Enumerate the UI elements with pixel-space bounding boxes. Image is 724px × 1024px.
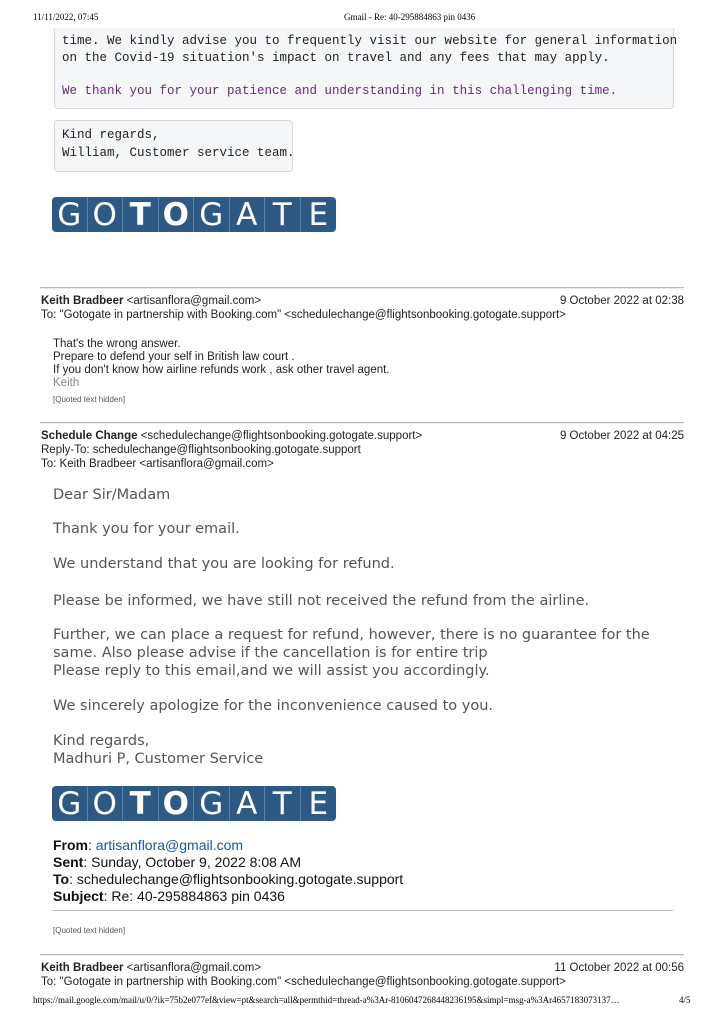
quoted-text-hidden[interactable]: [Quoted text hidden] (53, 926, 126, 935)
message-closing: Kind regards, (53, 733, 150, 749)
print-datetime: 11/11/2022, 07:45 (33, 12, 99, 22)
sender-email[interactable]: <artisanflora@gmail.com> (126, 962, 262, 974)
logo-letter: T (123, 197, 159, 232)
message-greeting: Dear Sir/Madam (53, 487, 171, 503)
message-reply-to: Reply-To: schedulechange@flightsonbooking.gotogate.support (41, 444, 361, 456)
message-date: 11 October 2022 at 00:56 (554, 962, 684, 974)
message-paragraph: same. Also please advise if the cancellation is for entire trip (53, 645, 488, 661)
message-date: 9 October 2022 at 02:38 (559, 295, 684, 307)
logo-letter: G (194, 786, 230, 821)
message-paragraph: Please be informed, we have still not received the refund from the airline. (53, 593, 590, 609)
quoted-line-2: on the Covid-19 situation's impact on travel and any fees that may apply. (62, 51, 610, 65)
logo-letter: O (159, 197, 195, 232)
message-closing: Madhuri P, Customer Service (53, 751, 264, 767)
message-header-from (41, 295, 261, 307)
logo-letter: E (301, 786, 337, 821)
message-signature: Keith (53, 377, 80, 389)
logo-letter: E (301, 197, 337, 232)
sender-name[interactable]: Keith Bradbeer (41, 962, 124, 974)
message-paragraph: We understand that you are looking for refund. (53, 556, 395, 572)
logo-letter: T (265, 786, 301, 821)
message-to: To: "Gotogate in partnership with Booking.com" <schedulechange@flightsonbooking.gotogate.support> (41, 976, 566, 988)
forward-subject-label: Subject (53, 888, 104, 904)
forward-subject-value: Re: 40-295884863 pin 0436 (111, 888, 285, 904)
forward-subject: Subject: Re: 40-295884863 pin 0436 (53, 888, 285, 904)
gotogate-logo (52, 197, 336, 232)
message-paragraph: Thank you for your email. (53, 521, 240, 537)
print-title: Gmail - Re: 40-295884863 pin 0436 (344, 12, 476, 22)
logo-letter: G (52, 786, 88, 821)
message-paragraph: Please reply to this email,and we will assist you accordingly. (53, 663, 490, 679)
message-paragraph: Further, we can place a request for refund, however, there is no guarantee for the (53, 627, 650, 643)
quoted-line-1: time. We kindly advise you to frequently visit our website for general information (62, 34, 678, 48)
forward-from: From: artisanflora@gmail.com (53, 837, 244, 853)
logo-letter: A (230, 197, 266, 232)
message-header-from (41, 962, 261, 974)
sender-email[interactable]: <artisanflora@gmail.com> (126, 295, 262, 307)
print-page-number: 4/5 (679, 995, 691, 1005)
print-url: https://mail.google.com/mail/u/0/?ik=75b2e077ef&view=pt&search=all&permthid=thread-a%3Ar-8106047268448236195&simpl=msg-a%3Ar4657183073137… (33, 995, 620, 1005)
message-to: To: "Gotogate in partnership with Booking.com" <schedulechange@flightsonbooking.gotogate.support> (41, 309, 566, 321)
message-body-line: If you don't know how airline refunds work , ask other travel agent. (53, 364, 390, 376)
logo-letter: T (265, 197, 301, 232)
message-header-from (41, 430, 422, 442)
message-divider (40, 287, 684, 289)
logo-letter: O (159, 786, 195, 821)
message-body-line: Prepare to defend your self in British law court . (53, 351, 295, 363)
message-to: To: Keith Bradbeer <artisanflora@gmail.com> (41, 458, 274, 470)
forward-from-label: From (53, 837, 88, 853)
forward-sent-value: Sunday, October 9, 2022 8:08 AM (91, 854, 302, 870)
quoted-line-3: We thank you for your patience and understanding in this challenging time. (62, 84, 618, 98)
signature-line-1: Kind regards, (62, 128, 160, 142)
signature-line-2: William, Customer service team. (62, 146, 295, 160)
logo-letter: G (52, 197, 88, 232)
logo-letter: O (88, 197, 124, 232)
sender-name[interactable]: Schedule Change (41, 430, 138, 442)
forward-from-link[interactable]: artisanflora@gmail.com (95, 837, 244, 853)
logo-letter: G (194, 197, 230, 232)
forward-to-value: schedulechange@flightsonbooking.gotogate.support (76, 871, 404, 887)
logo-letter: A (230, 786, 266, 821)
message-paragraph: We sincerely apologize for the inconvenience caused to you. (53, 698, 493, 714)
message-divider (40, 422, 684, 424)
message-date: 9 October 2022 at 04:25 (559, 430, 684, 442)
forward-sent: Sent: Sunday, October 9, 2022 8:08 AM (53, 854, 302, 870)
forward-divider (53, 910, 673, 911)
forward-to: To: schedulechange@flightsonbooking.gotogate.support (53, 871, 404, 887)
sender-email[interactable]: <schedulechange@flightsonbooking.gotogate.support> (140, 430, 423, 442)
forward-sent-label: Sent (53, 854, 84, 870)
sender-name[interactable]: Keith Bradbeer (41, 295, 124, 307)
message-divider (40, 954, 684, 956)
forward-to-label: To (53, 871, 70, 887)
logo-letter: O (88, 786, 124, 821)
gotogate-logo (52, 786, 336, 821)
message-body-line: That's the wrong answer. (53, 338, 181, 350)
quoted-text-hidden[interactable]: [Quoted text hidden] (53, 395, 126, 404)
logo-letter: T (123, 786, 159, 821)
